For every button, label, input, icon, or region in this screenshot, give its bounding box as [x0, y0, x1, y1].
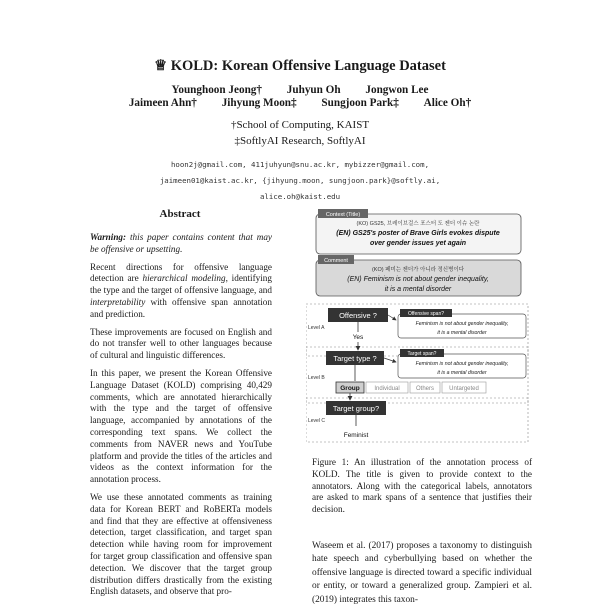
author: Sungjoon Park‡ — [321, 97, 399, 109]
level-b-label: Level B — [308, 375, 325, 381]
paper-title-text: KOLD: Korean Offensive Language Dataset — [170, 58, 446, 74]
body-paragraph: Waseem et al. (2017) proposes a taxonomy to distinguish hate speech and cyberbullying based on whether the offensive language is directed toward a specific individual or entity, or toward a generalized group. Zampieri et al. (2019) integrates this taxon- — [312, 541, 532, 605]
warning-text: this paper contains content that may be offensive or upsetting. — [90, 232, 272, 254]
abstract-body — [90, 232, 272, 604]
connector — [388, 315, 396, 320]
context-en-2: over gender issues yet again — [369, 240, 467, 247]
target-span-text-2: it is a mental disorder — [437, 370, 487, 376]
offensive-question: Offensive ? — [339, 311, 377, 320]
option-untargeted-label: Untargeted — [449, 386, 479, 392]
context-ko: (KO) GS25, 브레이브걸스 포스터 도 젠더 이슈 논란 — [356, 221, 480, 227]
comment-en-2: it is a mental disorder — [384, 286, 452, 293]
author-row-1 — [0, 84, 600, 96]
level-c-label: Level C — [308, 418, 325, 424]
level-a-label: Level A — [308, 325, 325, 331]
author: Juhyun Oh — [286, 84, 341, 96]
comment-label: Comment — [324, 258, 348, 264]
abstract-heading: Abstract — [159, 208, 201, 220]
affiliation: ‡SoftlyAI Research, SoftlyAI — [234, 135, 366, 147]
connector — [384, 358, 396, 362]
annotation-figure — [306, 208, 531, 446]
abstract-paragraph: These improvements are focused on English and do not transfer well to other languages because of cultural and linguistic differences. — [90, 326, 272, 361]
abstract-paragraph: In this paper, we present the Korean Offensive Language Dataset (KOLD) comprising 40,429 comments, which are annotated hierarchically with the type and the target of offensive language, accompanied by annotations of the corresponding text spans. We collect the comments from NAVER news and YouTube platform and provide the titles of the articles and videos as the context information for the annotation process. — [90, 367, 272, 485]
paper-title — [0, 58, 600, 75]
warning-paragraph — [90, 232, 272, 256]
comment-ko: (KO) 페미는 젠더가 아니라 정신병이다 — [371, 267, 465, 273]
author: Younghoon Jeong† — [171, 84, 262, 96]
warning-label: Warning: — [90, 232, 127, 242]
abstract-paragraph: Recent directions for offensive language detection are hierarchical modeling, identifying the type and the target of offensive language, and interpretability with offensive span annotation and prediction. — [90, 261, 272, 319]
email-line: jaimeen01@kaist.ac.kr, {jihyung.moon, sungjoon.park}@softly.ai, — [159, 176, 441, 185]
offensive-span-text-2: it is a mental disorder — [437, 330, 487, 336]
target-span-text-1: Feminism is not about gender inequality, — [415, 361, 509, 367]
author: Jihyung Moon‡ — [221, 97, 297, 109]
option-others-label: Others — [415, 386, 435, 392]
author: Jongwon Lee — [365, 84, 429, 96]
feminist-answer: Feminist — [343, 432, 369, 439]
crown-icon: ♕ — [154, 58, 168, 74]
affiliation: †School of Computing, KAIST — [230, 119, 370, 131]
author-row-2 — [0, 97, 600, 109]
context-label: Context (Title) — [325, 212, 361, 218]
comment-en-1: (EN) Feminism is not about gender inequality, — [347, 276, 489, 283]
target-span-label: Target span? — [407, 351, 437, 357]
option-group-label: Group — [340, 385, 360, 392]
abstract-paragraph: We use these annotated comments as training data for Korean BERT and RoBERTa models and find that they are effective at offensiveness detection, target classification, and target span detection while having room for improvement for target group classification and offensive span detection. We discover that the target group distribution differs drastically from the existing English datasets, and observe that pro- — [90, 491, 272, 597]
email-line: alice.oh@kaist.edu — [259, 192, 341, 201]
offensive-span-text-1: Feminism is not about gender inequality, — [415, 321, 509, 327]
target-group-question: Target group? — [332, 404, 380, 413]
target-type-question: Target type ? — [333, 354, 377, 363]
author: Jaimeen Ahn† — [128, 97, 197, 109]
email-line: hoon2j@gmail.com, 411juhyun@snu.ac.kr, mybizzer@gmail.com, — [170, 160, 430, 169]
context-en-1: (EN) GS25's poster of Brave Girls evokes dispute — [336, 230, 500, 237]
author: Alice Oh† — [423, 97, 472, 109]
offensive-span-label: Offensive span? — [407, 311, 445, 317]
option-individual-label: Individual — [374, 386, 400, 392]
yes-answer: Yes — [352, 334, 364, 341]
figure-caption: Figure 1: An illustration of the annotation process of KOLD. The title is given to provide context to the annotators. Along with the categorical labels, annotators are asked to mark spans of a sentence that justifies their decision. — [312, 457, 532, 515]
